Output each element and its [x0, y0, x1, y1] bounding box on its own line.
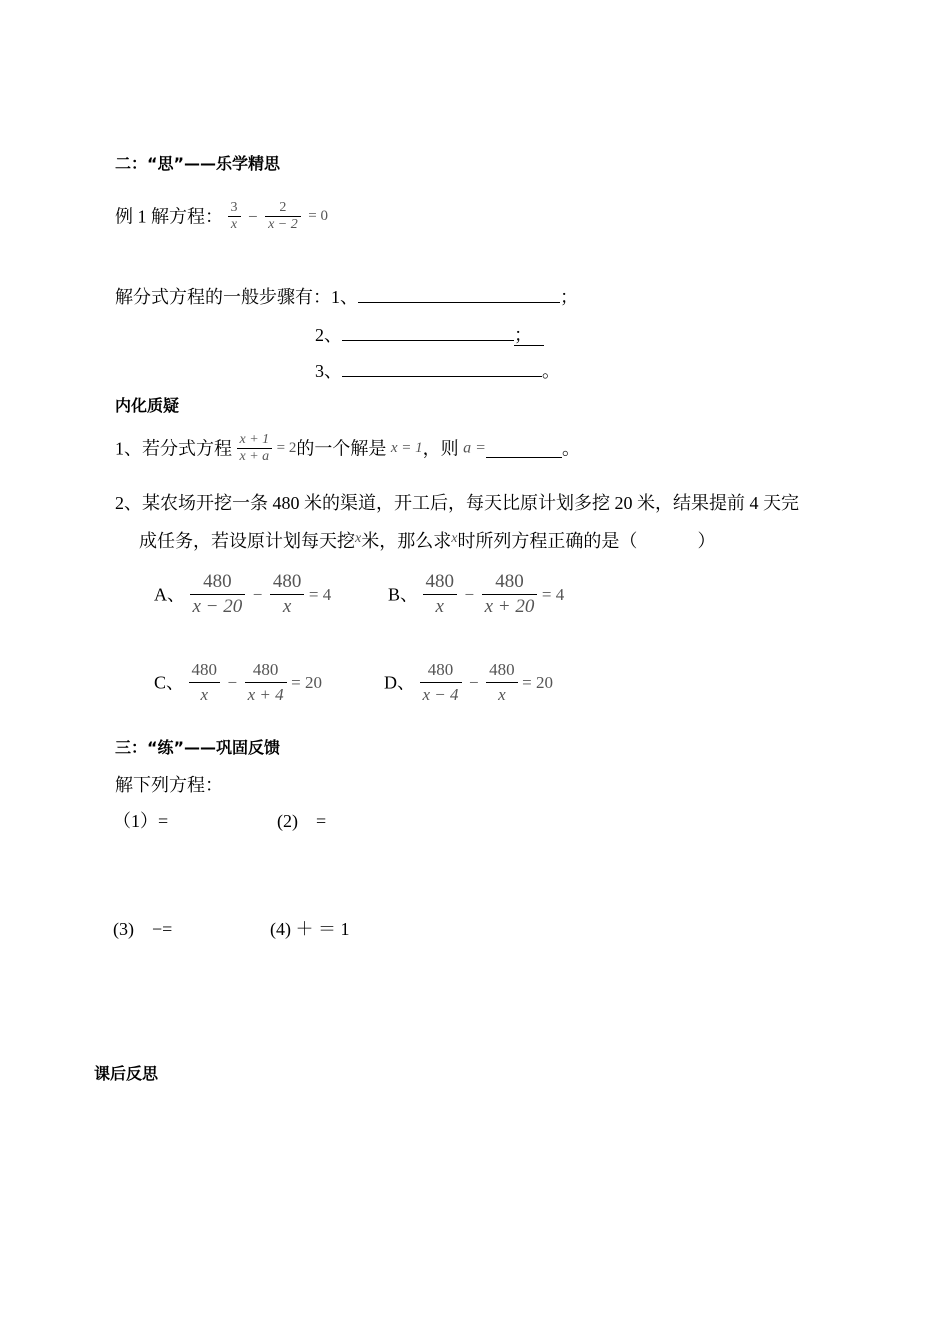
q2-text-b: 米，那么求: [361, 531, 452, 551]
minus-sign: −: [248, 207, 258, 226]
steps-intro: 解分式方程的一般步骤有：1、: [115, 287, 358, 307]
fraction-denominator: x: [282, 596, 292, 617]
example1-fraction-1: [228, 200, 241, 233]
fraction-denominator: x: [435, 596, 444, 617]
fraction-denominator: x + 20: [484, 596, 535, 617]
problem-2: (2) =: [277, 811, 327, 831]
minus-sign: −: [464, 585, 475, 604]
option-fraction-1: [420, 658, 462, 707]
fraction-numerator: 480: [203, 571, 232, 592]
q2-line-1: 2、某农场开挖一条 480 米的渠道，开工后，每天比原计划多挖 20 米，结果提前 4 天完: [115, 493, 799, 513]
equation-rhs: = 0: [308, 208, 328, 224]
step3-label: 3、: [315, 361, 342, 381]
fraction-denominator: x: [200, 685, 209, 704]
option-c[interactable]: [154, 658, 322, 707]
q1-solution: x = 1: [390, 440, 423, 456]
option-fraction-1: [190, 570, 246, 619]
steps-line-1: [115, 288, 578, 306]
fraction-numerator: 480: [425, 571, 455, 592]
fraction-numerator: 480: [191, 660, 218, 679]
q2-text-c: 时所列方程正确的是（: [457, 531, 638, 551]
option-label: B、: [388, 584, 419, 605]
problem-4: (4) ＋ ＝ 1: [270, 919, 350, 939]
option-fraction-2: [245, 658, 287, 707]
fraction-denominator: x + a: [239, 449, 270, 464]
fraction-denominator: x: [230, 217, 238, 232]
option-label: A、: [154, 584, 185, 605]
fraction-numerator: 2: [279, 200, 287, 215]
minus-sign: −: [252, 585, 263, 604]
option-fraction-2: [482, 570, 538, 619]
option-d[interactable]: [384, 658, 553, 707]
fraction-denominator: x: [498, 685, 506, 704]
section2-heading: 二：“思”——乐学精思: [115, 154, 281, 173]
equation-rhs: = 4: [541, 585, 565, 604]
step3-end: 。: [542, 361, 560, 381]
problem-1: （1）=: [113, 811, 169, 831]
option-fraction-2: [486, 658, 518, 707]
fraction-denominator: x − 2: [268, 217, 298, 232]
example1-label: 例 1 解方程：: [115, 206, 223, 227]
q2-text-a: 成任务，若设原计划每天挖: [139, 531, 355, 551]
fraction-numerator: 480: [495, 571, 524, 592]
fraction-numerator: 480: [427, 660, 454, 679]
reflection-heading: 课后反思: [94, 1064, 159, 1083]
q2-variable: x: [355, 531, 362, 546]
q1-then: ，则: [422, 438, 459, 459]
equation-rhs: = 20: [291, 673, 322, 692]
answer-blank[interactable]: [342, 376, 542, 377]
q2-variable: x: [451, 531, 458, 546]
step1-end: ；: [560, 287, 578, 307]
internalize-heading: 内化质疑: [115, 396, 180, 415]
q1-fraction: [237, 432, 273, 465]
answer-blank[interactable]: [486, 439, 562, 458]
answer-blank[interactable]: [358, 302, 560, 303]
q2-end: ）: [697, 531, 716, 551]
option-fraction-1: [423, 570, 458, 619]
fraction-numerator: 480: [489, 660, 515, 679]
equation-rhs: = 20: [522, 673, 553, 692]
fraction-numerator: 3: [230, 200, 238, 215]
q1-end: 。: [561, 438, 580, 459]
q1-rhs: = 2: [276, 440, 297, 456]
minus-sign: −: [469, 673, 479, 692]
problem-3: (3) −=: [113, 919, 173, 939]
option-a[interactable]: [154, 570, 331, 619]
q2-line-2: [139, 532, 715, 550]
example1-fraction-2: [265, 200, 301, 233]
step2-mid: ；: [514, 325, 544, 346]
option-label: D、: [384, 672, 415, 693]
fraction-denominator: x − 4: [422, 685, 459, 704]
fraction-denominator: x − 20: [192, 596, 243, 617]
fraction-numerator: 480: [252, 660, 279, 679]
answer-blank[interactable]: [342, 340, 514, 341]
steps-line-3: [315, 362, 560, 380]
q1-a: a =: [463, 439, 486, 457]
option-label: C、: [154, 672, 185, 693]
example1: [115, 200, 328, 233]
section3-instruction: 解下列方程：: [115, 775, 223, 795]
fraction-numerator: 480: [272, 571, 302, 592]
option-fraction-1: [189, 658, 221, 707]
equation-rhs: = 4: [308, 585, 332, 604]
q1-prefix: 1、若分式方程: [115, 438, 232, 459]
q1-mid: 的一个解是: [296, 438, 387, 459]
minus-sign: −: [227, 673, 238, 692]
option-b[interactable]: [388, 570, 564, 619]
fraction-numerator: x + 1: [239, 432, 270, 447]
question-1: [115, 432, 580, 465]
option-fraction-2: [270, 570, 305, 619]
fraction-denominator: x + 4: [247, 685, 284, 704]
step2-label: 2、: [315, 325, 342, 345]
section3-heading: 三：“练”——巩固反馈: [115, 738, 281, 757]
steps-line-2: [315, 326, 544, 344]
